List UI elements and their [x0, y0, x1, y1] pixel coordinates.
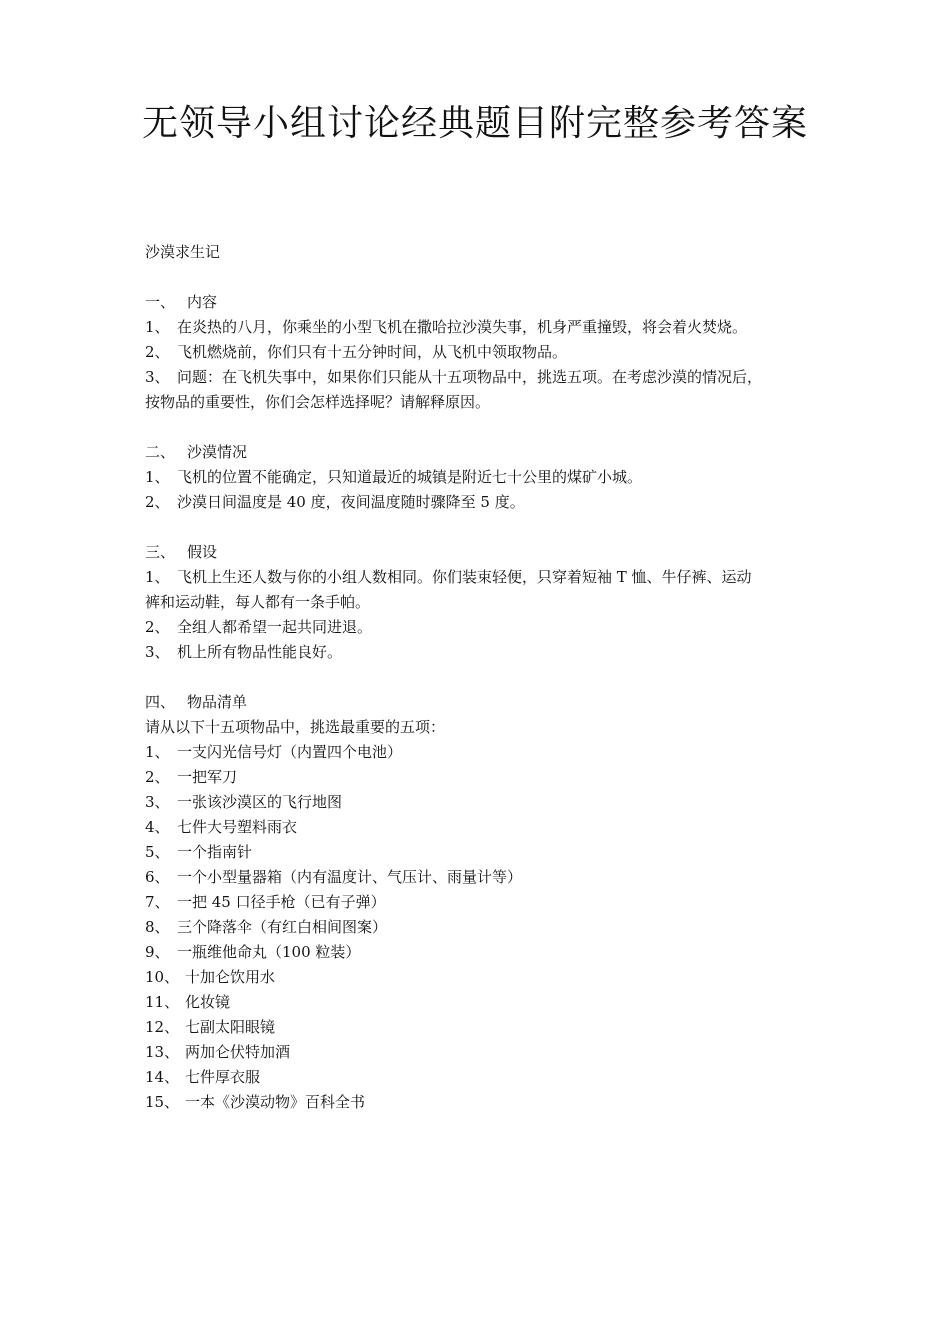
item-text: 七副太阳眼镜	[185, 1018, 276, 1036]
item-text: 机上所有物品性能良好。	[177, 643, 343, 661]
item-number: 9、	[145, 943, 170, 961]
item-text: 全组人都希望一起共同进退。	[177, 618, 373, 636]
section-intro: 请从以下十五项物品中，挑选最重要的五项：	[145, 718, 446, 736]
item-text: 两加仑伏特加酒	[185, 1043, 291, 1061]
list-item	[145, 940, 815, 965]
section-heading-content	[145, 290, 815, 315]
list-item	[145, 740, 815, 765]
list-item	[145, 890, 815, 915]
document-title: 无领导小组讨论经典题目附完整参考答案	[141, 103, 808, 144]
item-text: 十加仑饮用水	[185, 968, 276, 986]
spacer	[145, 665, 815, 690]
item-number: 3、	[145, 368, 170, 386]
list-item-continuation: 裤和运动鞋，每人都有一条手帕。	[145, 593, 371, 611]
item-number: 2、	[145, 768, 170, 786]
item-number: 14、	[145, 1068, 180, 1086]
list-item	[145, 790, 815, 815]
list-item	[145, 490, 815, 515]
item-text: 三个降落伞（有红白相间图案）	[177, 918, 388, 936]
list-item	[145, 465, 815, 490]
item-number: 13、	[145, 1043, 180, 1061]
item-number: 2、	[145, 343, 170, 361]
item-number: 1、	[145, 318, 170, 336]
item-number: 2、	[145, 493, 170, 511]
item-number: 12、	[145, 1018, 180, 1036]
item-text: 飞机燃烧前，你们只有十五分钟时间，从飞机中领取物品。	[177, 343, 568, 361]
list-item	[145, 640, 815, 665]
section-title: 假设	[187, 543, 218, 561]
section-number: 三、	[145, 543, 176, 561]
item-number: 4、	[145, 818, 170, 836]
list-item	[145, 365, 815, 390]
spacer	[145, 515, 815, 540]
item-text: 化妆镜	[185, 993, 231, 1011]
section-heading-item-list	[145, 690, 815, 715]
section-title: 物品清单	[187, 693, 248, 711]
item-text: 一把 45 口径手枪（已有子弹）	[177, 893, 386, 911]
item-text: 一瓶维他命丸（100 粒装）	[177, 943, 361, 961]
list-item	[145, 1040, 815, 1065]
item-number: 3、	[145, 643, 170, 661]
list-item	[145, 1090, 815, 1115]
list-item	[145, 565, 815, 590]
item-number: 10、	[145, 968, 180, 986]
list-item	[145, 965, 815, 990]
item-text: 一把军刀	[177, 768, 238, 786]
spacer	[145, 415, 815, 440]
item-number: 8、	[145, 918, 170, 936]
list-item	[145, 990, 815, 1015]
list-item	[145, 340, 815, 365]
item-number: 1、	[145, 468, 170, 486]
list-item	[145, 915, 815, 940]
item-text: 飞机上生还人数与你的小组人数相同。你们装束轻便，只穿着短袖 T 恤、牛仔裤、运动	[177, 568, 752, 586]
document-body	[145, 240, 815, 1115]
item-text: 一支闪光信号灯（内置四个电池）	[177, 743, 403, 761]
spacer	[145, 265, 815, 290]
item-text: 飞机的位置不能确定，只知道最近的城镇是附近七十公里的煤矿小城。	[177, 468, 643, 486]
item-text: 七件厚衣服	[185, 1068, 261, 1086]
item-number: 11、	[145, 993, 180, 1011]
item-text: 一个小型量器箱（内有温度计、气压计、雨量计等）	[177, 868, 523, 886]
item-text: 一本《沙漠动物》百科全书	[185, 1093, 366, 1111]
list-item	[145, 1015, 815, 1040]
item-text: 一个指南针	[177, 843, 253, 861]
item-number: 1、	[145, 568, 170, 586]
item-text: 沙漠日间温度是 40 度，夜间温度随时骤降至 5 度。	[177, 493, 525, 511]
item-text: 在炎热的八月，你乘坐的小型飞机在撒哈拉沙漠失事，机身严重撞毁，将会着火焚烧。	[177, 318, 748, 336]
item-number: 3、	[145, 793, 170, 811]
item-number: 7、	[145, 893, 170, 911]
item-number: 2、	[145, 618, 170, 636]
item-number: 5、	[145, 843, 170, 861]
item-number: 15、	[145, 1093, 180, 1111]
item-text: 七件大号塑料雨衣	[177, 818, 298, 836]
item-number: 1、	[145, 743, 170, 761]
list-item	[145, 865, 815, 890]
section-heading-desert-conditions	[145, 440, 815, 465]
list-item	[145, 615, 815, 640]
item-text: 一张该沙漠区的飞行地图	[177, 793, 343, 811]
item-number: 6、	[145, 868, 170, 886]
list-item	[145, 1065, 815, 1090]
item-list	[145, 740, 815, 1115]
section-title: 沙漠情况	[187, 443, 248, 461]
section-number: 四、	[145, 693, 176, 711]
list-item	[145, 315, 815, 340]
list-item	[145, 765, 815, 790]
item-text: 问题：在飞机失事中，如果你们只能从十五项物品中，挑选五项。在考虑沙漠的情况后，	[177, 368, 763, 386]
list-item	[145, 840, 815, 865]
section-number: 二、	[145, 443, 176, 461]
case-title: 沙漠求生记	[145, 243, 221, 261]
section-number: 一、	[145, 293, 176, 311]
list-item-continuation: 按物品的重要性，你们会怎样选择呢？请解释原因。	[145, 393, 491, 411]
section-title: 内容	[187, 293, 218, 311]
section-heading-assumptions	[145, 540, 815, 565]
list-item	[145, 815, 815, 840]
